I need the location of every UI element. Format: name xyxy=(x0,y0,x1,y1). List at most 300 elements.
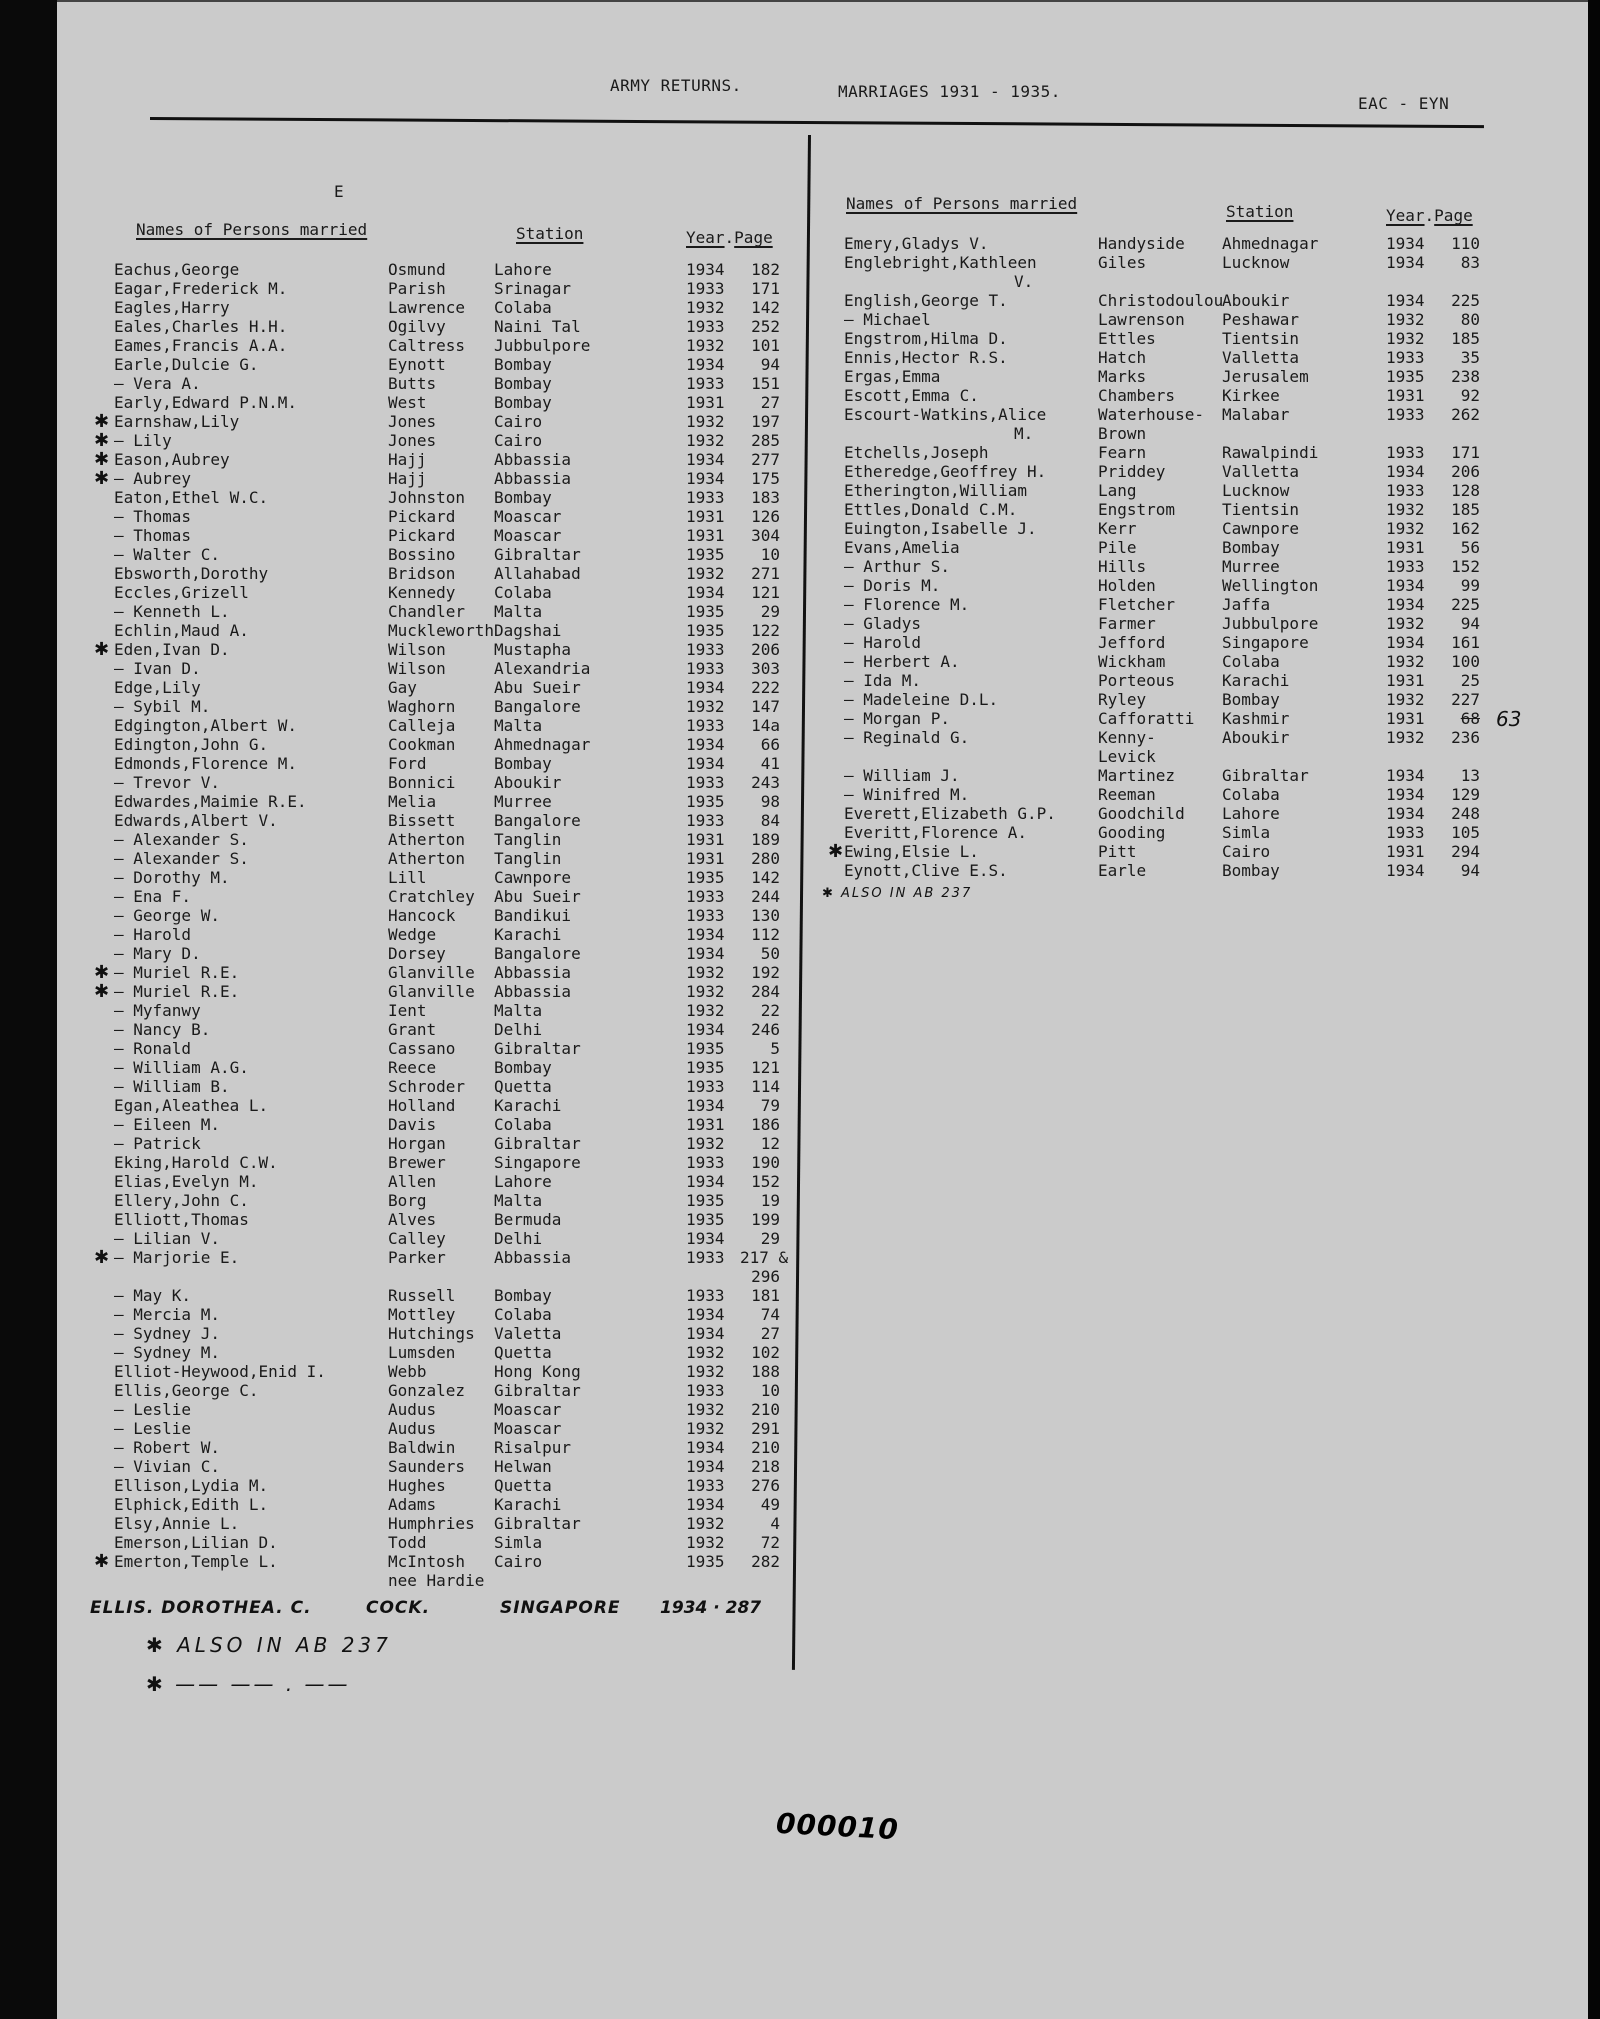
entry-year: 1933 xyxy=(686,1381,725,1400)
entry-name: — Doris M. xyxy=(844,576,941,595)
entry-name: Emerton,Temple L. xyxy=(114,1552,278,1571)
entry-row xyxy=(0,616,1580,635)
entry-row xyxy=(0,1551,800,1590)
entry-name: — Herbert A. xyxy=(844,652,960,671)
left-header-year-page: Year.Page xyxy=(686,228,773,247)
entry-station: Abbassia xyxy=(494,963,572,982)
entry-year: 1933 xyxy=(1386,557,1425,576)
entry-name: — Marjorie E. xyxy=(114,1248,240,1267)
entry-year: 1935 xyxy=(686,1552,725,1571)
entry-spouse: Christodoulou xyxy=(1098,291,1224,310)
entry-spouse: Cassano xyxy=(388,1039,456,1058)
entry-spouse: Saunders xyxy=(388,1457,466,1476)
entry-spouse: Ettles xyxy=(1098,329,1156,348)
entry-year: 1933 xyxy=(686,1476,725,1495)
page-stamp-number: 000010 xyxy=(775,1806,900,1847)
entry-year: 1932 xyxy=(686,298,725,317)
entry-name: Emery,Gladys V. xyxy=(844,234,989,253)
entry-station: Aboukir xyxy=(494,773,562,792)
left-header-names: Names of Persons married xyxy=(136,220,368,239)
entry-year: 1932 xyxy=(686,564,725,583)
entry-spouse: Bonnici xyxy=(388,773,456,792)
entry-year: 1934 xyxy=(1386,633,1425,652)
entry-station: Moascar xyxy=(494,507,562,526)
entry-page: 271 xyxy=(751,564,780,583)
entry-name: Eking,Harold C.W. xyxy=(114,1153,278,1172)
entry-name: Ellery,John C. xyxy=(114,1191,249,1210)
entry-name: Etheredge,Geoffrey H. xyxy=(844,462,1047,481)
entry-year: 1934 xyxy=(686,925,725,944)
entry-spouse: Parker xyxy=(388,1248,446,1267)
entry-page: 12 xyxy=(760,1134,780,1153)
entry-year: 1933 xyxy=(686,1286,725,1305)
entry-year: 1934 xyxy=(686,583,725,602)
entry-page: 121 xyxy=(751,583,780,602)
entry-spouse: Bridson xyxy=(388,564,456,583)
entry-station: Lahore xyxy=(1222,804,1280,823)
entry-name: Euington,Isabelle J. xyxy=(844,519,1037,538)
entry-name: — Ena F. xyxy=(114,887,192,906)
entry-name: — Lily xyxy=(114,431,172,450)
entry-spouse: Lumsden xyxy=(388,1343,456,1362)
entry-station: Bombay xyxy=(494,355,552,374)
entry-name: Evans,Amelia xyxy=(844,538,960,557)
entry-spouse: Russell xyxy=(388,1286,456,1305)
entry-name: Edgington,Albert W. xyxy=(114,716,298,735)
entry-year: 1931 xyxy=(1386,386,1425,405)
entry-page: 175 xyxy=(751,469,780,488)
entry-year: 1931 xyxy=(686,526,725,545)
entry-station: Bangalore xyxy=(494,697,581,716)
entry-station: Quetta xyxy=(494,1343,552,1362)
entry-page: 171 xyxy=(751,279,780,298)
entry-year: 1934 xyxy=(686,1172,725,1191)
entry-spouse: Martinez xyxy=(1098,766,1176,785)
entry-station: Bombay xyxy=(494,1286,552,1305)
entry-spouse: Wedge xyxy=(388,925,437,944)
entry-station: Bombay xyxy=(1222,538,1280,557)
entry-station: Karachi xyxy=(494,1495,562,1514)
entry-year: 1934 xyxy=(686,1495,725,1514)
entry-year: 1932 xyxy=(686,1134,725,1153)
entry-year: 1933 xyxy=(686,640,725,659)
entry-year: 1933 xyxy=(686,716,725,735)
entry-name: Eagar,Frederick M. xyxy=(114,279,288,298)
entry-year: 1931 xyxy=(686,1115,725,1134)
entry-spouse: Adams xyxy=(388,1495,437,1514)
entry-year: 1933 xyxy=(686,279,725,298)
entry-spouse: Jefford xyxy=(1098,633,1166,652)
right-header-station: Station xyxy=(1226,202,1294,221)
entry-year: 1933 xyxy=(1386,823,1425,842)
asterisk-mark-icon: ✱ xyxy=(94,430,110,451)
entry-spouse: West xyxy=(388,393,427,412)
entry-spouse: Glanville xyxy=(388,982,475,1001)
entry-year: 1935 xyxy=(686,1210,725,1229)
right-header-page: Page xyxy=(1434,206,1473,225)
entry-year: 1931 xyxy=(1386,842,1425,861)
entry-name: — Ida M. xyxy=(844,671,922,690)
entry-name: — Alexander S. xyxy=(114,830,249,849)
asterisk-mark-icon: ✱ xyxy=(94,468,110,489)
entry-year: 1932 xyxy=(1386,329,1425,348)
entry-spouse: Waghorn xyxy=(388,697,456,716)
entry-page: 10 xyxy=(760,545,780,564)
entry-spouse: Hughes xyxy=(388,1476,446,1495)
entry-page: 41 xyxy=(760,754,780,773)
entry-page: 72 xyxy=(760,1533,780,1552)
entry-station: Peshawar xyxy=(1222,310,1300,329)
entry-year: 1934 xyxy=(686,944,725,963)
entry-name: Everitt,Florence A. xyxy=(844,823,1028,842)
entry-station: Delhi xyxy=(494,1020,543,1039)
entry-station: Bombay xyxy=(494,374,552,393)
entry-spouse: Parish xyxy=(388,279,446,298)
entry-name: — Leslie xyxy=(114,1400,192,1419)
entry-spouse: Alves xyxy=(388,1210,437,1229)
entry-station: Malta xyxy=(494,1001,543,1020)
entry-spouse: Webb xyxy=(388,1362,427,1381)
entry-name: Eagles,Harry xyxy=(114,298,230,317)
entry-year: 1935 xyxy=(686,792,725,811)
entry-page: 190 xyxy=(751,1153,780,1172)
entry-spouse: Atherton xyxy=(388,830,466,849)
entry-page: 80 xyxy=(1460,310,1480,329)
entry-station: Cairo xyxy=(494,1552,543,1571)
entry-spouse: Holland xyxy=(388,1096,456,1115)
entry-year: 1935 xyxy=(686,1039,725,1058)
entry-station: Malta xyxy=(494,602,543,621)
entry-name: — Ronald xyxy=(114,1039,192,1058)
entry-name: Etchells,Joseph xyxy=(844,443,989,462)
entry-page: 244 xyxy=(751,887,780,906)
entry-name: Everett,Elizabeth G.P. xyxy=(844,804,1056,823)
entry-name: Elphick,Edith L. xyxy=(114,1495,269,1514)
entry-page: 49 xyxy=(760,1495,780,1514)
entry-name: Earle,Dulcie G. xyxy=(114,355,259,374)
entry-name: Echlin,Maud A. xyxy=(114,621,249,640)
entry-station: Rawalpindi xyxy=(1222,443,1319,462)
entry-station: Ahmednagar xyxy=(494,735,591,754)
entry-page: 197 xyxy=(751,412,780,431)
entry-station: Karachi xyxy=(494,925,562,944)
entry-page: 210 xyxy=(751,1438,780,1457)
entry-station: Cawnpore xyxy=(1222,519,1300,538)
entry-station: Valetta xyxy=(494,1324,562,1343)
entry-station: Malabar xyxy=(1222,405,1290,424)
entry-page: 130 xyxy=(751,906,780,925)
scan-right-edge xyxy=(1588,0,1600,2019)
entry-name: — George W. xyxy=(114,906,220,925)
entry-station: Wellington xyxy=(1222,576,1319,595)
entry-name: Edington,John G. xyxy=(114,735,269,754)
entry-spouse: Marks xyxy=(1098,367,1147,386)
entry-spouse: Gooding xyxy=(1098,823,1166,842)
entry-station: Karachi xyxy=(1222,671,1290,690)
entry-page: 14a xyxy=(751,716,780,735)
entry-page: 238 xyxy=(1451,367,1480,386)
entry-year: 1935 xyxy=(686,621,725,640)
entry-station: Mustapha xyxy=(494,640,572,659)
entry-spouse: Hills xyxy=(1098,557,1147,576)
entry-row xyxy=(0,369,1580,388)
entry-page: 252 xyxy=(751,317,780,336)
entry-page: 222 xyxy=(751,678,780,697)
entry-station: Valletta xyxy=(1222,462,1300,481)
handwritten-entry-year-page: 1934 · 287 xyxy=(660,1598,762,1618)
handwritten-entry-station: SINGAPORE xyxy=(500,1598,621,1618)
entry-station: Malta xyxy=(494,1191,543,1210)
entry-spouse: Caltress xyxy=(388,336,466,355)
entry-name: — Trevor V. xyxy=(114,773,220,792)
entry-spouse: Jones xyxy=(388,412,437,431)
entry-page: 282 xyxy=(751,1552,780,1571)
entry-year: 1932 xyxy=(686,431,725,450)
entry-station: Colaba xyxy=(494,1115,552,1134)
entry-station: Aboukir xyxy=(1222,291,1290,310)
entry-name: — Dorothy M. xyxy=(114,868,230,887)
left-header-year: Year xyxy=(686,228,725,247)
entry-page: 248 xyxy=(1451,804,1480,823)
entry-year: 1933 xyxy=(686,659,725,678)
entry-page: 122 xyxy=(751,621,780,640)
entry-station: Gibraltar xyxy=(1222,766,1309,785)
entry-page: 56 xyxy=(1460,538,1480,557)
entry-year: 1933 xyxy=(686,317,725,336)
entry-year: 1935 xyxy=(686,1058,725,1077)
entry-page: 186 xyxy=(751,1115,780,1134)
entry-row xyxy=(0,806,1580,825)
entry-page: 101 xyxy=(751,336,780,355)
entry-name: — Eileen M. xyxy=(114,1115,220,1134)
entry-spouse: Hajj xyxy=(388,450,427,469)
entry-name: Eames,Francis A.A. xyxy=(114,336,288,355)
entry-station: Tientsin xyxy=(1222,500,1300,519)
entry-page: 225 xyxy=(1451,595,1480,614)
entry-spouse-continued: Brown xyxy=(1098,424,1147,443)
entry-year: 1931 xyxy=(686,830,725,849)
entry-page: 126 xyxy=(751,507,780,526)
entry-station: Karachi xyxy=(494,1096,562,1115)
asterisk-mark-icon: ✱ xyxy=(94,1247,110,1268)
entry-name: — Thomas xyxy=(114,507,192,526)
entry-spouse: Reeman xyxy=(1098,785,1156,804)
entry-page: 105 xyxy=(1451,823,1480,842)
entry-station: Colaba xyxy=(1222,785,1280,804)
entry-station: Bombay xyxy=(494,754,552,773)
entry-station: Quetta xyxy=(494,1077,552,1096)
entry-station: Moascar xyxy=(494,1419,562,1438)
entry-spouse: Chandler xyxy=(388,602,466,621)
entry-page: 189 xyxy=(751,830,780,849)
entry-year: 1934 xyxy=(686,1096,725,1115)
entry-spouse: Butts xyxy=(388,374,437,393)
entry-spouse: Grant xyxy=(388,1020,437,1039)
entry-name: — Sydney M. xyxy=(114,1343,220,1362)
entry-spouse: Fletcher xyxy=(1098,595,1176,614)
entry-spouse: Holden xyxy=(1098,576,1156,595)
entry-page: 243 xyxy=(751,773,780,792)
entry-spouse: Fearn xyxy=(1098,443,1147,462)
entry-year: 1934 xyxy=(1386,766,1425,785)
entry-year: 1932 xyxy=(686,1001,725,1020)
entry-spouse: Audus xyxy=(388,1400,437,1419)
entry-page: 262 xyxy=(1451,405,1480,424)
entry-name: — Walter C. xyxy=(114,545,220,564)
entry-spouse: Mottley xyxy=(388,1305,456,1324)
entry-spouse: Allen xyxy=(388,1172,437,1191)
entry-page: 246 xyxy=(751,1020,780,1039)
entry-page: 277 xyxy=(751,450,780,469)
entry-spouse: Reece xyxy=(388,1058,437,1077)
entry-spouse: Gonzalez xyxy=(388,1381,466,1400)
asterisk-mark-icon: ✱ xyxy=(828,841,844,862)
entry-spouse: Hutchings xyxy=(388,1324,475,1343)
entry-year: 1934 xyxy=(1386,234,1425,253)
entry-name-continued: M. xyxy=(1014,424,1034,443)
entry-page: 151 xyxy=(751,374,780,393)
entry-spouse-continued: Levick xyxy=(1098,747,1156,766)
entry-year: 1931 xyxy=(1386,709,1425,728)
entry-row xyxy=(0,483,1580,502)
entry-year: 1932 xyxy=(686,697,725,716)
entry-year: 1935 xyxy=(686,602,725,621)
entry-page: 5 xyxy=(770,1039,780,1058)
entry-page: 19 xyxy=(760,1191,780,1210)
entry-station: Singapore xyxy=(1222,633,1309,652)
entry-page: 206 xyxy=(751,640,780,659)
entry-name: Ergas,Emma xyxy=(844,367,941,386)
entry-station: Cairo xyxy=(494,431,543,450)
handwritten-entry-name: ELLIS. DOROTHEA. C. xyxy=(90,1598,312,1618)
entry-page: 192 xyxy=(751,963,780,982)
entry-row xyxy=(0,388,1580,407)
entry-name: — Sybil M. xyxy=(114,697,211,716)
entry-name: Early,Edward P.N.M. xyxy=(114,393,298,412)
entry-station: Colaba xyxy=(494,1305,552,1324)
entry-name: — William B. xyxy=(114,1077,230,1096)
entry-year: 1933 xyxy=(1386,348,1425,367)
entry-name: — Harold xyxy=(844,633,922,652)
entry-station: Tientsin xyxy=(1222,329,1300,348)
entry-station: Naini Tal xyxy=(494,317,581,336)
asterisk-mark-icon: ✱ xyxy=(94,1551,110,1572)
entry-name: Eden,Ivan D. xyxy=(114,640,230,659)
entry-spouse: Jones xyxy=(388,431,437,450)
entry-page: 285 xyxy=(751,431,780,450)
entry-station: Aboukir xyxy=(1222,728,1290,747)
entry-station: Bombay xyxy=(1222,690,1280,709)
entry-spouse: Ogilvy xyxy=(388,317,446,336)
entry-spouse: Schroder xyxy=(388,1077,466,1096)
entry-page: 142 xyxy=(751,868,780,887)
entry-page-continued: 296 xyxy=(751,1267,780,1286)
entry-spouse: Calley xyxy=(388,1229,446,1248)
entry-year: 1931 xyxy=(1386,671,1425,690)
entry-year: 1932 xyxy=(1386,500,1425,519)
entry-spouse: Ford xyxy=(388,754,427,773)
entry-station: Lucknow xyxy=(1222,481,1290,500)
entry-spouse: Cafforatti xyxy=(1098,709,1195,728)
entry-page: 66 xyxy=(760,735,780,754)
entry-page: 83 xyxy=(1460,253,1480,272)
entry-spouse: McIntosh xyxy=(388,1552,466,1571)
entry-page: 35 xyxy=(1460,348,1480,367)
entry-spouse: Engstrom xyxy=(1098,500,1176,519)
entry-page: 182 xyxy=(751,260,780,279)
entry-spouse: Lang xyxy=(1098,481,1137,500)
entry-spouse: Porteous xyxy=(1098,671,1176,690)
entry-page: 110 xyxy=(1451,234,1480,253)
entry-spouse: Gay xyxy=(388,678,417,697)
entry-page: 304 xyxy=(751,526,780,545)
entry-station: Tanglin xyxy=(494,849,562,868)
entry-name: Elliot-Heywood,Enid I. xyxy=(114,1362,326,1381)
entry-year: 1934 xyxy=(686,1438,725,1457)
entry-page: 121 xyxy=(751,1058,780,1077)
entry-page: 276 xyxy=(751,1476,780,1495)
entry-name: — Lilian V. xyxy=(114,1229,220,1248)
asterisk-mark-icon: ✱ xyxy=(94,411,110,432)
entry-station: Moascar xyxy=(494,1400,562,1419)
entry-name: — Harold xyxy=(114,925,192,944)
entry-name: — Reginald G. xyxy=(844,728,970,747)
entry-page: 188 xyxy=(751,1362,780,1381)
entry-name: — Sydney J. xyxy=(114,1324,220,1343)
entry-name: — Kenneth L. xyxy=(114,602,230,621)
entry-year: 1932 xyxy=(1386,728,1425,747)
entry-station: Jaffa xyxy=(1222,595,1271,614)
entry-page: 227 xyxy=(1451,690,1480,709)
entry-spouse-continued: nee Hardie xyxy=(388,1571,485,1590)
entry-spouse: Melia xyxy=(388,792,437,811)
entry-station: Kashmir xyxy=(1222,709,1290,728)
entry-year: 1934 xyxy=(686,1305,725,1324)
entry-name: Ewing,Elsie L. xyxy=(844,842,979,861)
entry-station: Gibraltar xyxy=(494,1514,581,1533)
entry-spouse: Atherton xyxy=(388,849,466,868)
entry-spouse: Handyside xyxy=(1098,234,1185,253)
entry-name: — Mary D. xyxy=(114,944,201,963)
entry-row xyxy=(0,825,1580,844)
entry-year: 1934 xyxy=(686,469,725,488)
entry-name: — Muriel R.E. xyxy=(114,982,240,1001)
entry-row xyxy=(0,464,1580,483)
entry-station: Moascar xyxy=(494,526,562,545)
entry-row xyxy=(0,692,1580,711)
entry-name: Eales,Charles H.H. xyxy=(114,317,288,336)
entry-station: Lahore xyxy=(494,260,552,279)
entry-spouse: Borg xyxy=(388,1191,427,1210)
entry-name: — Thomas xyxy=(114,526,192,545)
entry-name: Elias,Evelyn M. xyxy=(114,1172,259,1191)
entry-year: 1931 xyxy=(686,507,725,526)
left-header-page: Page xyxy=(734,228,773,247)
entry-row xyxy=(0,635,1580,654)
entry-page: 206 xyxy=(1451,462,1480,481)
document-subtitle: MARRIAGES 1931 - 1935. xyxy=(838,82,1061,101)
entry-page: 27 xyxy=(760,393,780,412)
entry-row xyxy=(0,331,1580,350)
entry-spouse: Hajj xyxy=(388,469,427,488)
entry-station: Ahmednagar xyxy=(1222,234,1319,253)
entry-page: 199 xyxy=(751,1210,780,1229)
entry-name: — Ivan D. xyxy=(114,659,201,678)
entry-name: — Arthur S. xyxy=(844,557,950,576)
entry-spouse: Ient xyxy=(388,1001,427,1020)
entry-year: 1933 xyxy=(1386,405,1425,424)
entry-name: — Florence M. xyxy=(844,595,970,614)
